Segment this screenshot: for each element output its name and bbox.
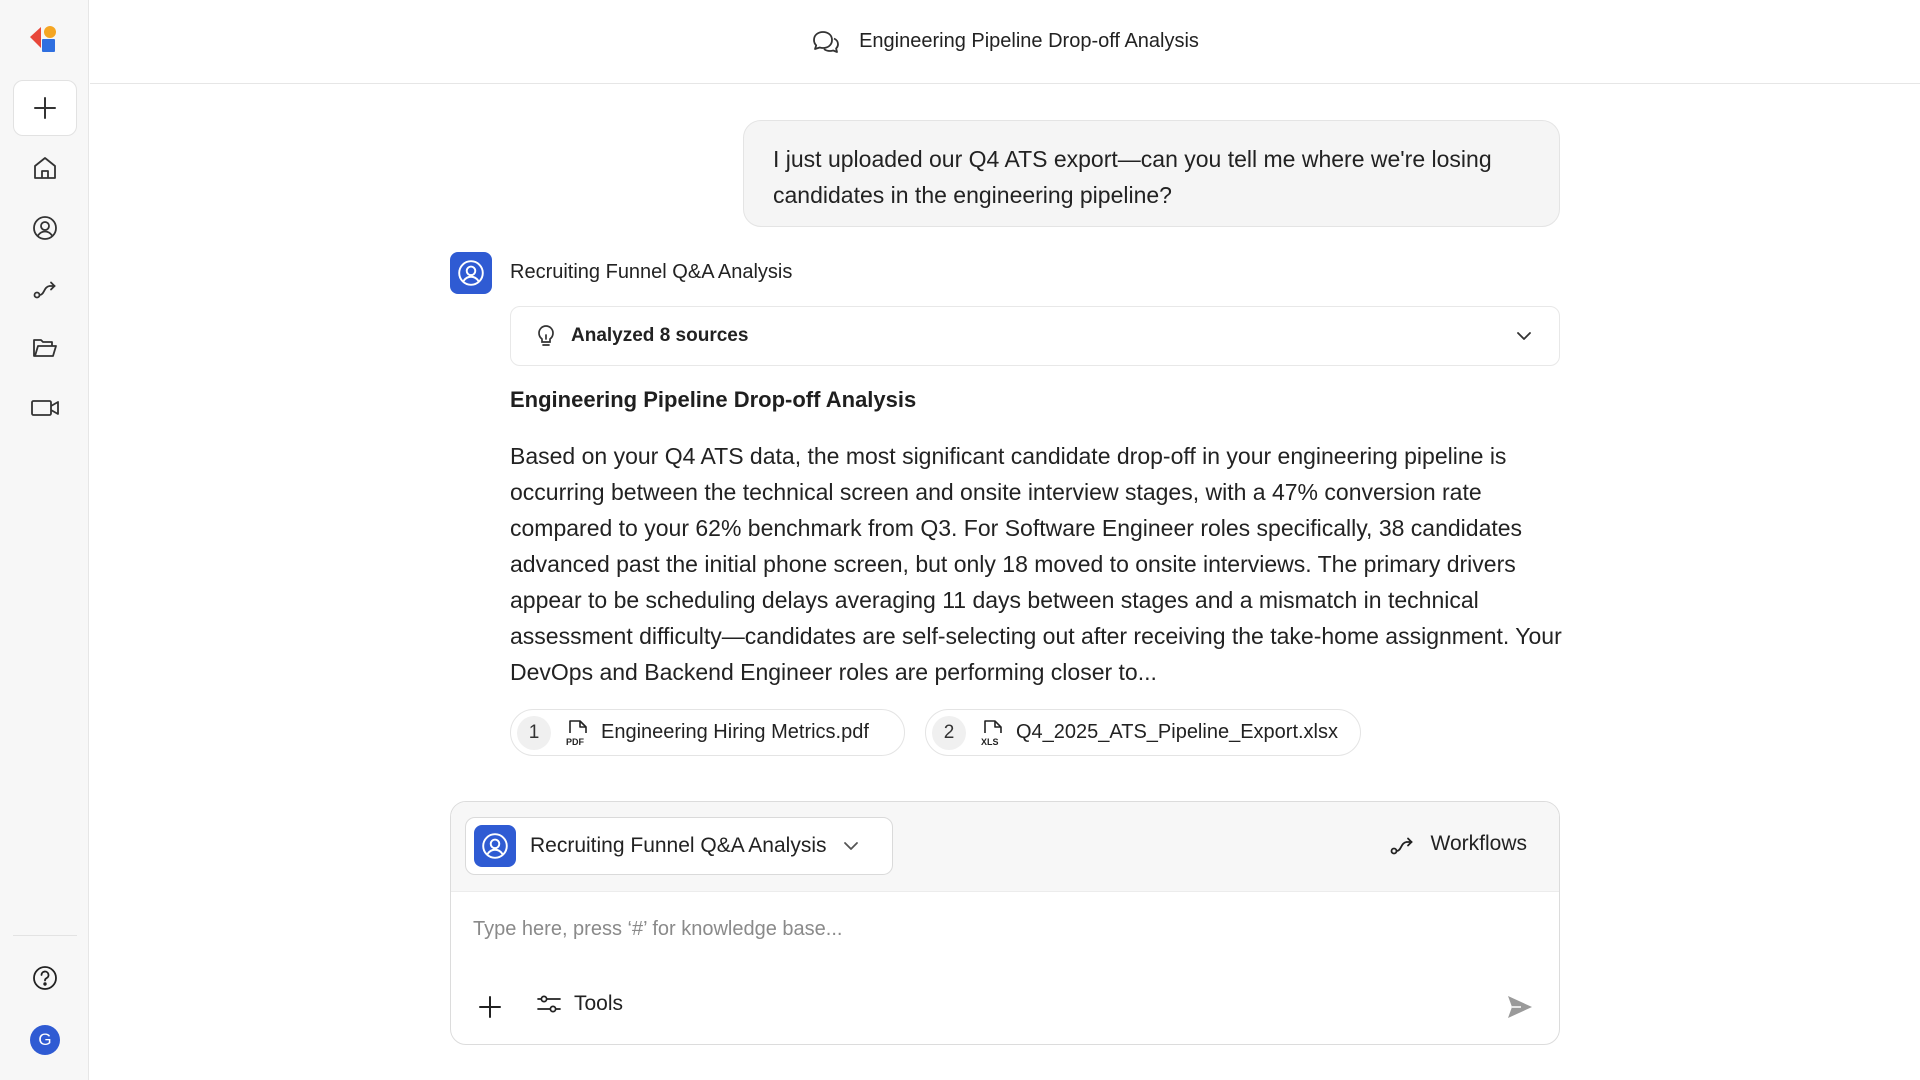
plus-icon [477,994,503,1020]
agent-name: Recruiting Funnel Q&A Analysis [530,834,827,857]
citation-filename: Q4_2025_ATS_Pipeline_Export.xlsx [1015,721,1338,743]
plus-icon [32,95,58,121]
sources-label: Analyzed 8 sources [571,325,749,346]
workflows-nav[interactable] [27,270,63,306]
message-composer [450,801,1560,1045]
user-circle-icon [480,831,510,861]
help-button[interactable] [27,960,63,996]
citation-number: 2 [932,716,966,750]
help-icon [31,964,59,992]
workflow-icon [1387,830,1417,858]
agent-avatar [474,825,516,867]
home-icon [31,154,59,182]
xls-file-icon [980,719,1006,747]
tools-label: Tools [574,992,624,1015]
chevron-down-icon [1513,325,1535,347]
folder-icon [31,334,59,362]
video-icon [30,394,60,422]
workflows-label: Workflows [1430,832,1527,855]
assistant-avatar [450,252,492,294]
citation-filename: Engineering Hiring Metrics.pdf [601,721,869,743]
citation-number: 1 [517,716,551,750]
citation-chip[interactable] [510,709,905,756]
workflow-icon [31,274,59,302]
agent-selector[interactable] [465,817,893,875]
conversation-header [90,0,1920,84]
files-nav[interactable] [27,330,63,366]
svg-text:XLS: XLS [980,736,999,747]
answer-body: Based on your Q4 ATS data, the most significant candidate drop-off in your engineering pipeline is occurring between the technical screen and onsite interview stages, with a 47% conversion rate compared to your 62% benchmark from Q3. For Software Engineer roles specifically, 38 candidates advanced past the initial phone screen, but only 18 moved to onsite interviews. The primary drivers appear to be scheduling delays averaging 11 days between stages and a mismatch in technical assessment difficulty—candidates are self-selecting out after receiving the take-home assignment. Your DevOps and Backend Engineer roles are performing closer to... [510,443,1562,685]
workflows-button[interactable] [1387,830,1527,858]
lightbulb-icon [535,324,557,348]
answer-title: Engineering Pipeline Drop-off Analysis [510,387,917,412]
sliders-icon [536,992,562,1016]
user-message: I just uploaded our Q4 ATS export—can you tell me where we're losing candidates in the engineering pipeline? [743,120,1560,227]
app-logo[interactable] [28,24,62,54]
message-input[interactable] [473,918,1533,941]
send-icon [1505,993,1535,1021]
chevron-down-icon [840,835,862,857]
sources-toggle[interactable] [510,306,1560,366]
user-circle-icon [456,258,486,288]
attach-button[interactable] [475,992,505,1022]
sidebar [0,0,89,1080]
assistant-name: Recruiting Funnel Q&A Analysis [510,261,793,283]
chat-bubbles-icon [811,28,841,56]
user-circle-icon [31,214,59,242]
tools-button[interactable] [536,992,623,1016]
agents-nav[interactable] [27,210,63,246]
svg-text:PDF: PDF [566,736,584,747]
video-nav[interactable] [27,390,63,426]
send-button[interactable] [1503,990,1537,1024]
user-avatar[interactable]: G [30,1025,60,1055]
new-chat-button[interactable] [13,80,77,136]
pdf-file-icon [565,719,591,747]
conversation-title: Engineering Pipeline Drop-off Analysis [859,30,1199,52]
sidebar-divider [13,935,77,936]
citation-chip[interactable] [925,709,1361,756]
composer-header [451,802,1559,892]
home-nav[interactable] [27,150,63,186]
